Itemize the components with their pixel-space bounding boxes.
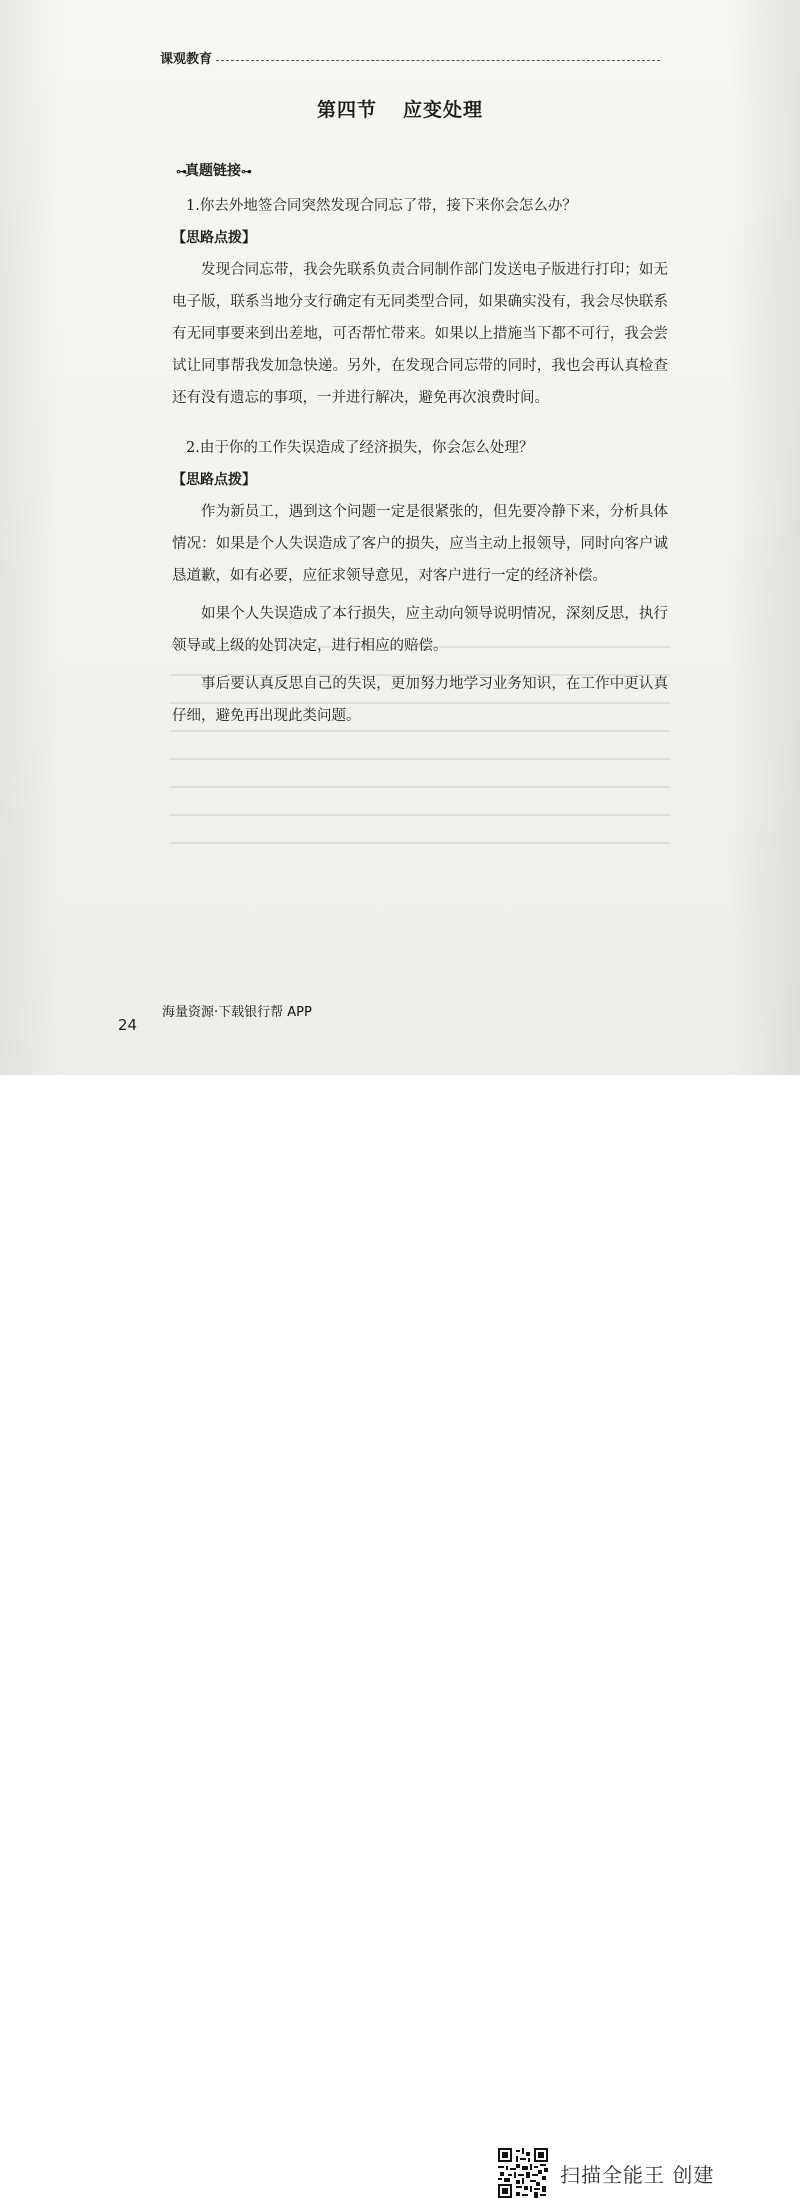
footer-promo-note: 海量资源·下载银行帮 APP (162, 1005, 312, 1020)
question-block-1 (172, 190, 668, 414)
header-brand: 课观教育 (160, 52, 213, 67)
main-content (172, 190, 668, 732)
section-name: 应变处理 (403, 99, 484, 121)
tag-label: 真题链接 (185, 163, 241, 179)
section-title (0, 95, 800, 122)
header-dashed-rule (216, 54, 660, 61)
section-number: 第四节 (316, 99, 377, 121)
scanner-watermark-text: 扫描全能王 创建 (560, 2163, 715, 2187)
question-prompt: 2.由于你的工作失误造成了经济损失，你会怎么处理？ (186, 440, 534, 456)
ornament-right-icon: ⊶ (241, 165, 250, 178)
real-question-tag (176, 160, 250, 180)
answer-paragraph: 如果个人失误造成了本行损失，应主动向领导说明情况，深刻反思，执行领导或上级的处罚决定，进行相应的赔偿。 (172, 606, 668, 654)
answer-paragraph: 事后要认真反思自己的失误，更加努力地学习业务知识，在工作中更认真仔细，避免再出现此类问题。 (172, 676, 668, 724)
ornament-left-icon: ⊶ (176, 165, 185, 178)
running-header (160, 48, 660, 67)
qr-code-icon (498, 2148, 548, 2198)
question-prompt: 1.你去外地签合同突然发现合同忘了带，接下来你会怎么办？ (186, 198, 577, 214)
answer-paragraph: 作为新员工，遇到这个问题一定是很紧张的，但先要冷静下来，分析具体情况：如果是个人失误造成了客户的损失，应当主动上报领导，同时向客户诚恳道歉，如有必要，应征求领导意见，对客户进行一定的经济补偿。 (172, 504, 668, 584)
hint-label: 【思路点拨】 (172, 472, 256, 488)
hint-label: 【思路点拨】 (172, 230, 256, 246)
scanned-page (0, 0, 800, 1075)
page-number: 24 (118, 1016, 138, 1034)
answer-paragraph: 发现合同忘带，我会先联系负责合同制作部门发送电子版进行打印；如无电子版，联系当地分支行确定有无同类型合同，如果确实没有，我会尽快联系有无同事要来到出差地，可否帮忙带来。如果以上措施当下都不可行，我会尝试让同事帮我发加急快递。另外，在发现合同忘带的同时，我也会再认真检查还有没有遗忘的事项，一并进行解决，避免再次浪费时间。 (172, 262, 668, 406)
scanner-watermark-bar (0, 1075, 800, 2187)
question-block-2 (172, 432, 668, 732)
